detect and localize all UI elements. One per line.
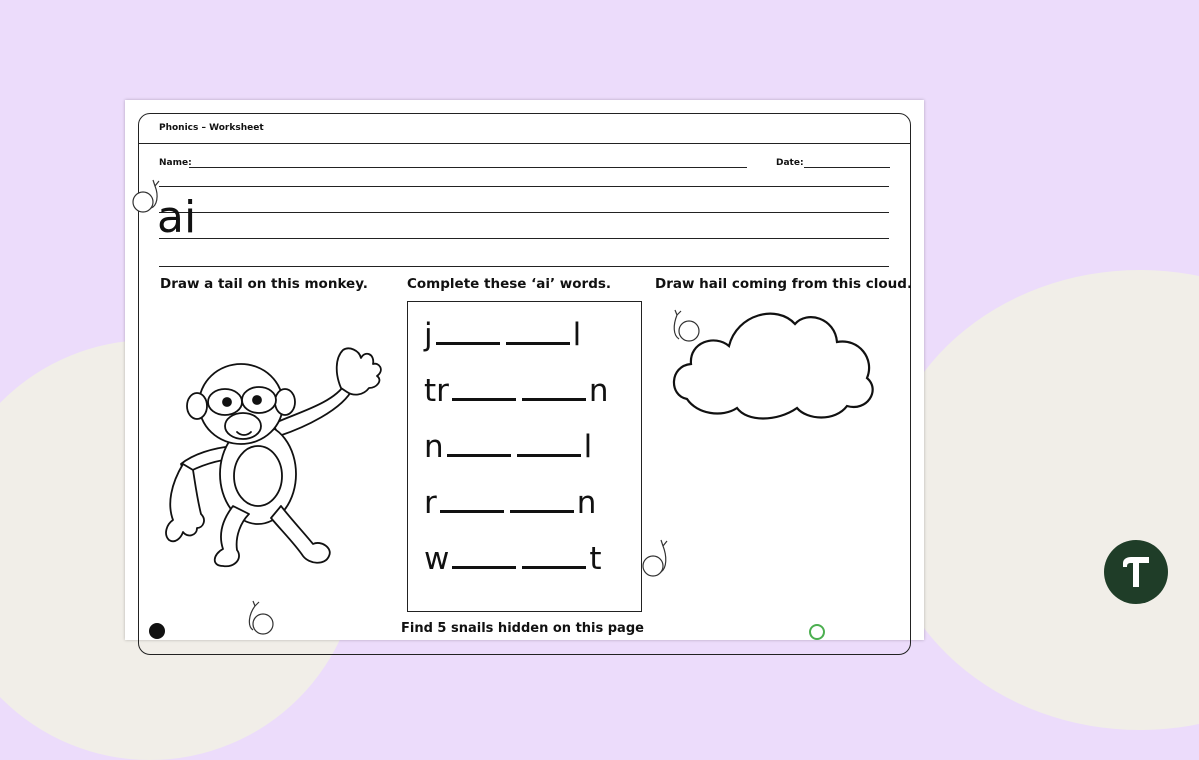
word-start: w — [424, 541, 450, 577]
brand-logo-icon — [1117, 553, 1155, 591]
word-end: n — [576, 485, 597, 521]
blank-line[interactable] — [522, 548, 586, 569]
blank-line[interactable] — [436, 324, 500, 345]
word-end: t — [589, 541, 602, 577]
bottom-instruction: Find 5 snails hidden on this page — [401, 621, 644, 636]
date-line — [804, 167, 890, 168]
task-words-title: Complete these ‘ai’ words. — [407, 276, 612, 292]
word-row — [424, 486, 596, 520]
brand-logo[interactable] — [1104, 540, 1168, 604]
snail-icon — [241, 600, 281, 640]
date-label: Date: — [776, 158, 804, 168]
name-label: Name: — [159, 158, 192, 168]
blank-line[interactable] — [452, 548, 516, 569]
word-start: tr — [424, 373, 449, 409]
green-circle-icon — [809, 624, 825, 640]
task-monkey-title: Draw a tail on this monkey. — [160, 276, 368, 292]
blank-line[interactable] — [447, 436, 511, 457]
word-start: r — [424, 485, 437, 521]
section-divider — [159, 266, 889, 267]
word-end: l — [583, 429, 593, 465]
word-row — [424, 430, 592, 464]
word-row — [424, 542, 602, 576]
phoneme-ai: ai — [157, 192, 197, 243]
blank-line[interactable] — [517, 436, 581, 457]
blank-line[interactable] — [440, 492, 504, 513]
worksheet-page — [125, 100, 924, 640]
blank-line[interactable] — [510, 492, 574, 513]
word-end: n — [588, 373, 609, 409]
word-start: j — [424, 317, 433, 353]
name-line — [189, 167, 747, 168]
word-start: n — [424, 429, 444, 465]
snail-icon — [669, 309, 705, 349]
blank-line[interactable] — [522, 380, 586, 401]
task-cloud-title: Draw hail coming from this cloud. — [655, 276, 913, 292]
worksheet-header — [139, 114, 910, 144]
handwriting-line-mid — [159, 212, 889, 213]
handwriting-line-top — [159, 186, 889, 187]
word-row — [424, 318, 581, 352]
bullet-dot — [149, 623, 165, 639]
background-hill-right — [880, 270, 1199, 730]
worksheet-frame — [138, 113, 911, 655]
blank-line[interactable] — [452, 380, 516, 401]
word-row — [424, 374, 609, 408]
handwriting-line-base — [159, 238, 889, 239]
blank-line[interactable] — [506, 324, 570, 345]
words-box — [407, 301, 642, 612]
word-end: l — [572, 317, 582, 353]
worksheet-title: Phonics – Worksheet — [159, 123, 264, 133]
snail-icon — [639, 538, 675, 582]
snail-icon — [131, 176, 167, 220]
monkey-illustration — [163, 344, 393, 569]
